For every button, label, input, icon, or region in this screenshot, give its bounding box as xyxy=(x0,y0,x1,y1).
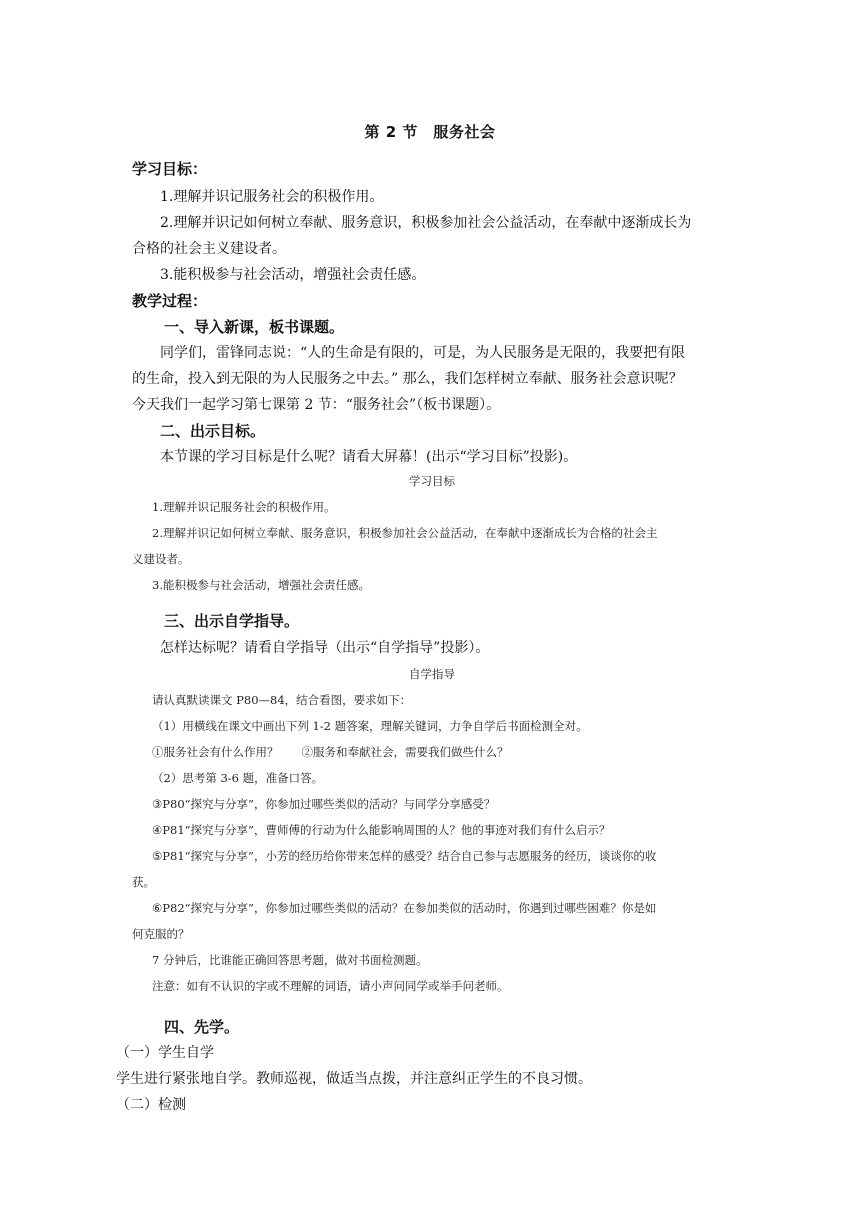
objective-item-cont: 合格的社会主义建设者。 xyxy=(132,241,286,257)
box-line: 注意：如有不认识的字或不理解的词语，请小声问同学或举手问老师。 xyxy=(152,979,509,993)
section1-heading: 一、导入新课，板书课题。 xyxy=(164,318,345,336)
section3-intro: 怎样达标呢？请看自学指导（出示“自学指导”投影）。 xyxy=(160,640,490,656)
box-line: ⑤P81“探究与分享”，小芳的经历给你带来怎样的感受？结合自己参与志愿服务的经历，谈谈你的收 xyxy=(152,849,657,863)
box-line: （1）用横线在课文中画出下列 1-2 题答案，理解关键词，力争自学后书面检测全对。 xyxy=(152,719,588,733)
box-line: 义建设者。 xyxy=(132,552,190,566)
subsection-heading: （二）检测 xyxy=(116,1097,186,1113)
objectives-heading: 学习目标： xyxy=(132,160,208,178)
section2-heading: 二、出示目标。 xyxy=(160,422,266,440)
box-line: ⑥P82“探究与分享”，你参加过哪些类似的活动？在参加类似的活动时，你遇到过哪些困难？你是如 xyxy=(152,901,657,915)
box-line: ④P81“探究与分享”，曹师傅的行动为什么能影响周围的人？他的事迹对我们有什么启示？ xyxy=(152,823,611,837)
box-line: 获。 xyxy=(132,875,155,889)
box-line: 2.理解并识记如何树立奉献、服务意识，积极参加社会公益活动，在奉献中逐渐成长为合格的社会主 xyxy=(152,526,658,540)
page-title: 第 2 节 服务社会 xyxy=(364,123,496,141)
paragraph-line: 的生命，投入到无限的为人民服务之中去。” 那么，我们怎样树立奉献、服务社会意识呢？ xyxy=(132,371,683,387)
process-heading: 教学过程： xyxy=(132,292,208,310)
section3-heading: 三、出示自学指导。 xyxy=(164,612,300,630)
box-line: 请认真默读课文 P80—84，结合看图，要求如下： xyxy=(152,693,412,707)
objectives-box-title: 学习目标 xyxy=(409,474,455,488)
box-line: ①服务社会有什么作用？ ②服务和奉献社会，需要我们做些什么？ xyxy=(152,745,509,759)
section2-intro: 本节课的学习目标是什么呢？请看大屏幕！(出示“学习目标”投影)。 xyxy=(160,449,578,465)
box-line: 3.能积极参与社会活动，增强社会责任感。 xyxy=(152,578,370,592)
paragraph-line: 同学们，雷锋同志说：“人的生命是有限的，可是，为人民服务是无限的，我要把有限 xyxy=(160,345,686,361)
paragraph-line: 今天我们一起学习第七课第 2 节：“服务社会”（板书课题）。 xyxy=(132,397,501,413)
guide-box-title: 自学指导 xyxy=(409,667,455,681)
box-line: 7 分钟后，比谁能正确回答思考题，做对书面检测题。 xyxy=(152,953,428,967)
objective-item: 3.能积极参与社会活动，增强社会责任感。 xyxy=(160,267,426,283)
section4-heading: 四、先学。 xyxy=(164,1018,240,1036)
objective-item: 2.理解并识记如何树立奉献、服务意识，积极参加社会公益活动，在奉献中逐渐成长为 xyxy=(160,215,692,231)
box-line: 何克服的？ xyxy=(132,927,190,941)
subsection-heading: （一）学生自学 xyxy=(116,1045,214,1061)
objective-item: 1.理解并识记服务社会的积极作用。 xyxy=(160,189,384,205)
paragraph-line: 学生进行紧张地自学。教师巡视，做适当点拨，并注意纠正学生的不良习惯。 xyxy=(116,1071,592,1087)
box-line: 1.理解并识记服务社会的积极作用。 xyxy=(152,500,336,514)
box-line: ③P80“探究与分享”，你参加过哪些类似的活动？与同学分享感受？ xyxy=(152,797,496,811)
box-line: （2）思考第 3-6 题，准备口答。 xyxy=(152,771,324,785)
